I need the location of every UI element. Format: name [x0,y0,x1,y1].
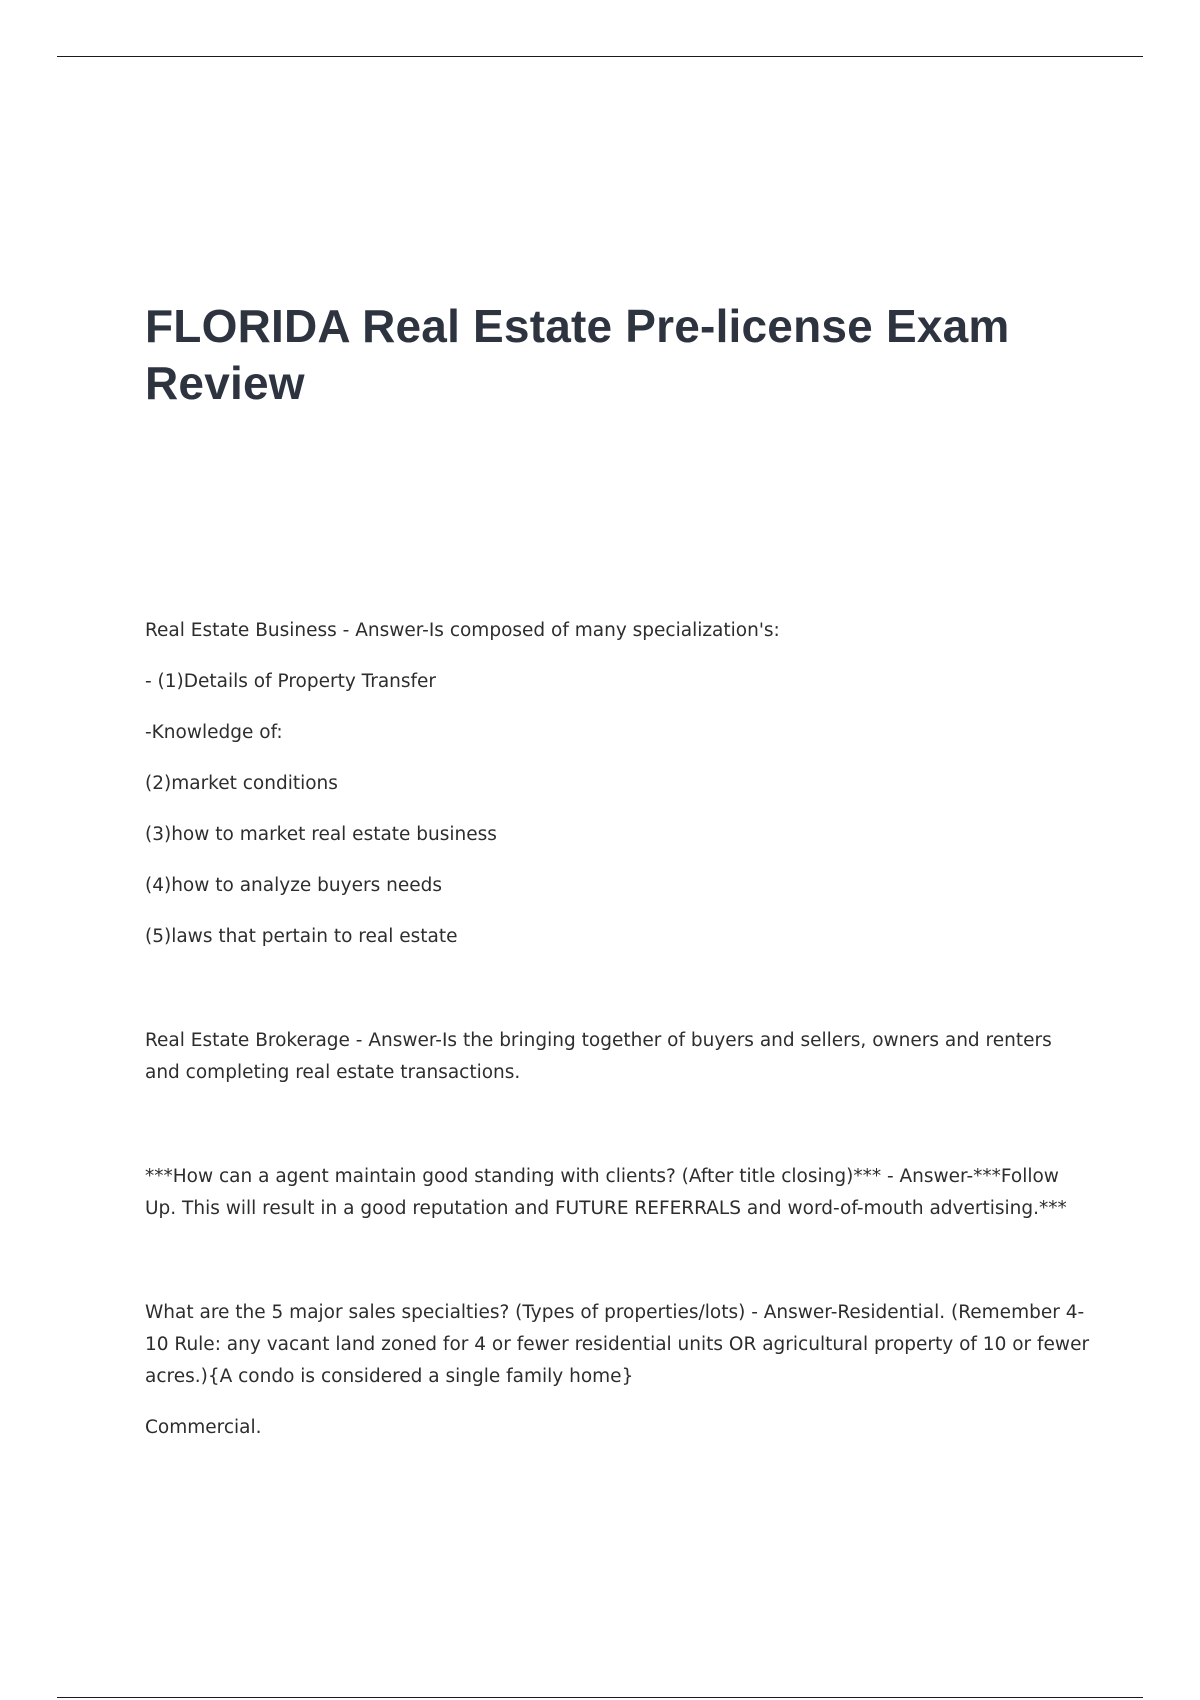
qa-block-real-estate-brokerage [145,1025,1090,1089]
answer-line: (4)how to analyze buyers needs [145,875,442,896]
answer-line: -Knowledge of: [145,722,283,743]
answer-line: - (1)Details of Property Transfer [145,671,437,692]
qa-paragraph: Real Estate Brokerage - Answer-Is the bringing together of buyers and sellers, owners and renters and completing real estate transactions. [145,1030,1052,1083]
answer-line: (5)laws that pertain to real estate [145,926,458,947]
answer-line: (2)market conditions [145,773,338,794]
document-title: FLORIDA Real Estate Pre-license Exam Review [145,300,1010,409]
qa-block-real-estate-business [145,615,1090,953]
qa-block-sales-specialties [145,1297,1090,1444]
footer-rule [57,1697,1143,1698]
answer-line: (3)how to market real estate business [145,824,497,845]
answer-line: Commercial. [145,1417,262,1438]
qa-paragraph: ***How can a agent maintain good standing with clients? (After title closing)*** - Answer-***Follow Up. This will result in a good reputation and FUTURE REFERRALS and word-of-mouth advertising.*** [145,1166,1067,1219]
document-body [145,615,1090,1444]
qa-paragraph: What are the 5 major sales specialties? (Types of properties/lots) - Answer-Residential. (Remember 4-10 Rule: any vacant land zoned for 4 or fewer residential units OR agricultural property of 10 or fewer acres.){A condo is considered a single family home} [145,1302,1090,1387]
header-rule [57,56,1143,57]
qa-question-line: Real Estate Business - Answer-Is composed of many specialization's: [145,620,780,641]
qa-block-good-standing [145,1161,1090,1225]
